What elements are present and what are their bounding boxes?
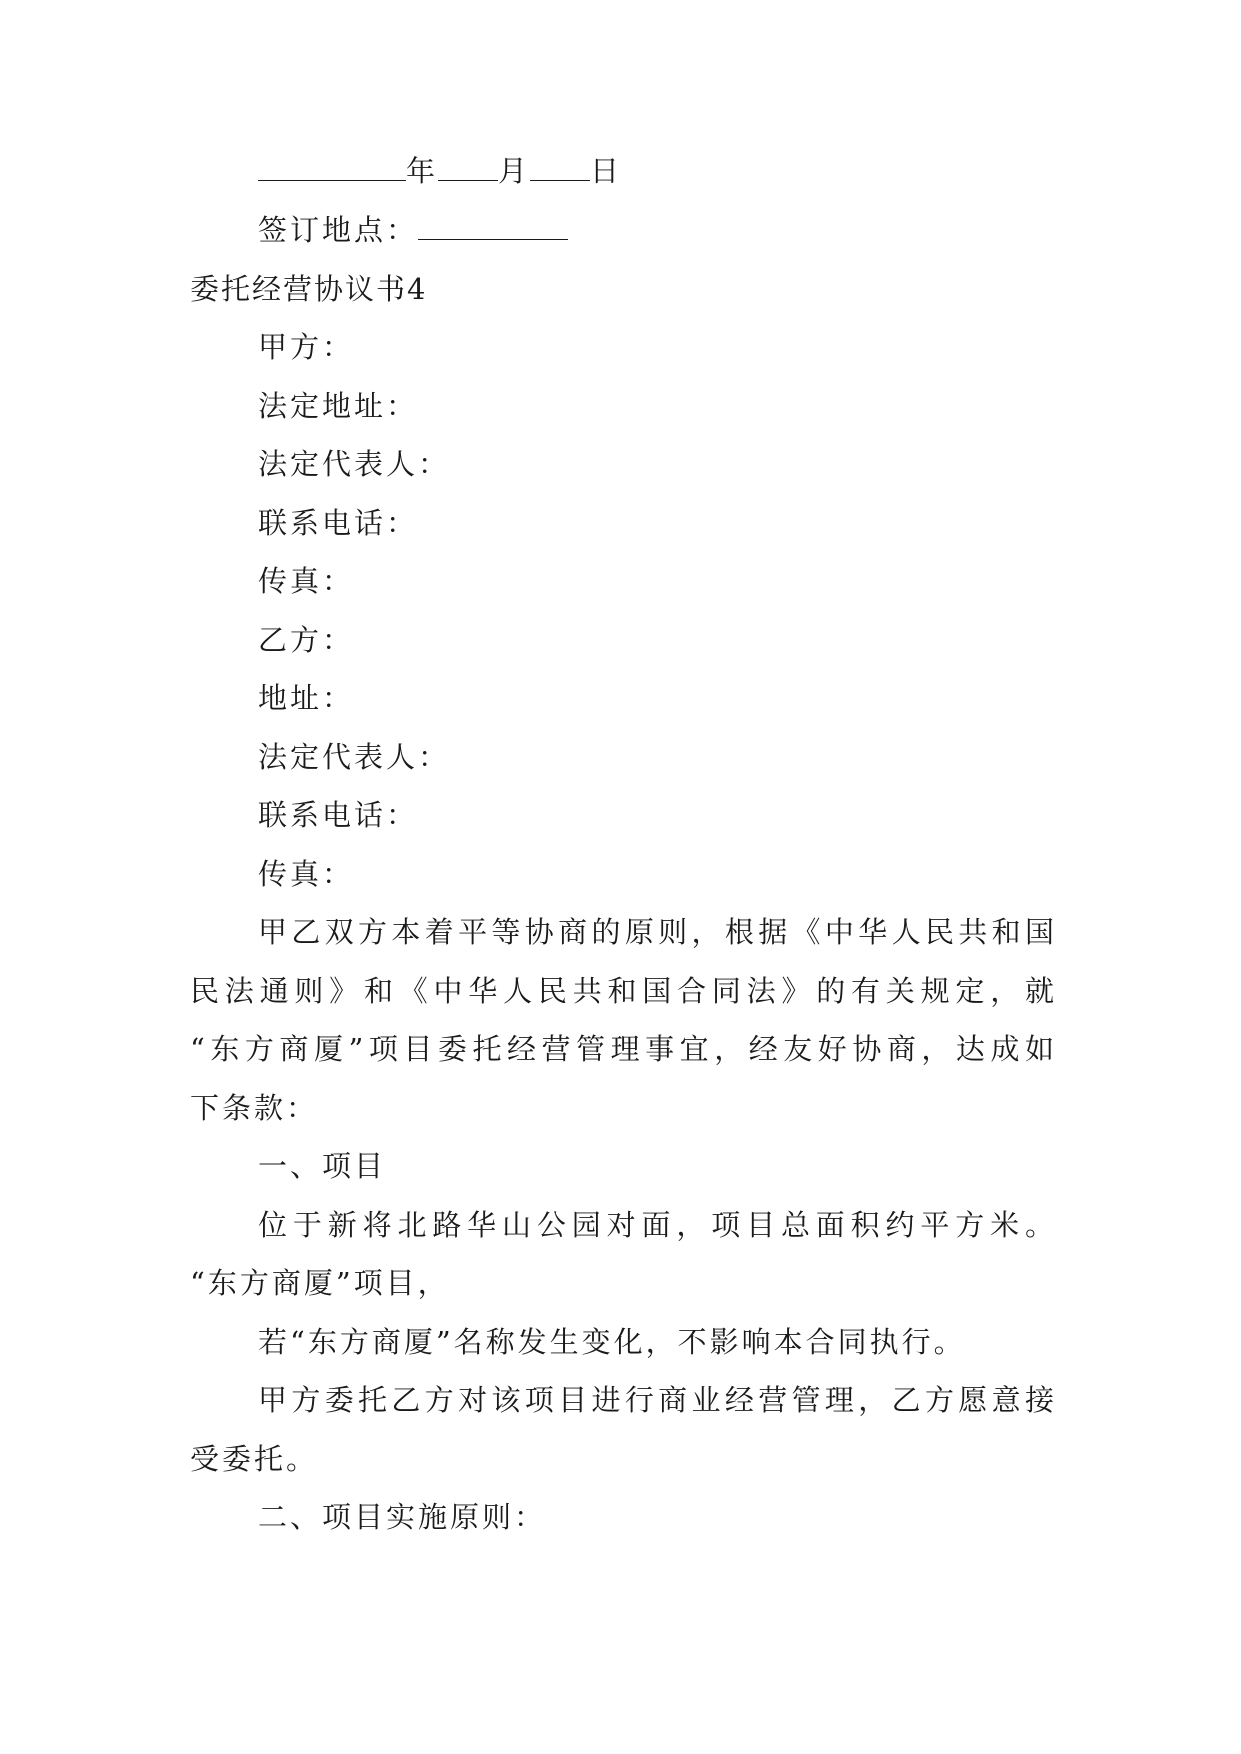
- party-a-label: 甲方：: [258, 330, 355, 364]
- party-a-phone-label: 联系电话：: [258, 506, 419, 540]
- party-a-address-label: 法定地址：: [258, 389, 419, 423]
- section-1-p1-line-1: 位于新将北路华山公园对面，项目总面积约平方米。: [258, 1208, 1054, 1242]
- sign-place-line: [258, 212, 568, 248]
- party-b-address-label: 地址：: [258, 681, 355, 715]
- party-b-label: 乙方：: [258, 623, 355, 657]
- section-1-p3-line-2: 受委托。: [190, 1442, 319, 1476]
- month-blank: [438, 154, 498, 181]
- sign-place-blank: [418, 213, 568, 240]
- year-blank: [258, 154, 406, 181]
- section-1-p1-line-2: “东方商厦”项目，: [190, 1266, 450, 1300]
- intro-line-1: 甲乙双方本着平等协商的原则，根据《中华人民共和国: [258, 915, 1054, 949]
- year-label: 年: [406, 154, 439, 188]
- party-b-rep-label: 法定代表人：: [258, 740, 451, 774]
- day-label: 日: [590, 154, 623, 188]
- sign-place-label: 签订地点：: [258, 213, 419, 247]
- party-a-fax-label: 传真：: [258, 564, 355, 598]
- party-b-phone-label: 联系电话：: [258, 798, 419, 832]
- month-label: 月: [498, 154, 531, 188]
- party-a-rep-label: 法定代表人：: [258, 447, 451, 481]
- intro-line-2: 民法通则》和《中华人民共和国合同法》的有关规定，就: [190, 974, 1054, 1008]
- intro-line-3: “东方商厦”项目委托经营管理事宜，经友好协商，达成如: [190, 1032, 1054, 1066]
- section-1-p2: 若“东方商厦”名称发生变化，不影响本合同执行。: [258, 1325, 966, 1359]
- section-1-heading: 一、项目: [258, 1149, 387, 1183]
- party-b-fax-label: 传真：: [258, 857, 355, 891]
- document-title: 委托经营协议书4: [190, 272, 428, 306]
- day-blank: [530, 154, 590, 181]
- section-1-p3-line-1: 甲方委托乙方对该项目进行商业经营管理，乙方愿意接: [258, 1383, 1054, 1417]
- date-line: [258, 153, 622, 189]
- section-2-heading: 二、项目实施原则：: [258, 1500, 547, 1534]
- intro-line-4: 下条款：: [190, 1091, 319, 1125]
